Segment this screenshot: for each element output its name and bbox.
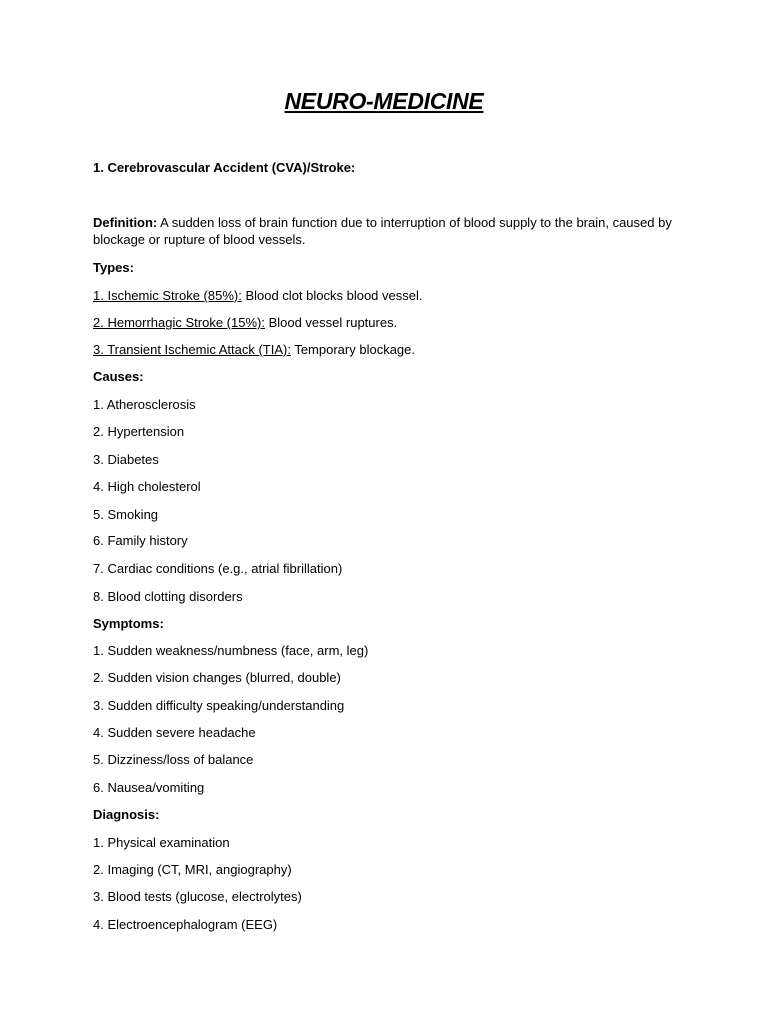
types-heading: Types: — [93, 260, 134, 275]
symptom-item: 6. Nausea/vomiting — [93, 780, 205, 795]
type-item — [93, 287, 673, 304]
symptom-item: 5. Dizziness/loss of balance — [93, 752, 254, 767]
type-term: 1. Ischemic Stroke (85%): — [93, 288, 242, 303]
cause-item: 8. Blood clotting disorders — [93, 589, 243, 604]
diagnosis-item: 4. Electroencephalogram (EEG) — [93, 917, 278, 932]
diagnosis-item: 3. Blood tests (glucose, electrolytes) — [93, 889, 302, 904]
diagnosis-item: 1. Physical examination — [93, 835, 230, 850]
cause-item: 1. Atherosclerosis — [93, 397, 196, 412]
type-desc: Blood clot blocks blood vessel. — [241, 288, 423, 303]
definition-label: Definition: — [93, 215, 158, 230]
type-item — [93, 341, 673, 358]
symptom-item: 2. Sudden vision changes (blurred, double) — [93, 670, 341, 685]
symptom-item: 1. Sudden weakness/numbness (face, arm, leg) — [93, 643, 369, 658]
definition-text: A sudden loss of brain function due to interruption of blood supply to the brain, caused by blockage or rupture of blood vessels. — [93, 215, 672, 247]
type-term: 3. Transient Ischemic Attack (TIA): — [93, 342, 291, 357]
symptom-item: 3. Sudden difficulty speaking/understanding — [93, 698, 345, 713]
cause-item: 6. Family history — [93, 533, 188, 548]
symptoms-heading: Symptoms: — [93, 616, 164, 631]
causes-heading: Causes: — [93, 369, 144, 384]
type-item — [93, 314, 673, 331]
definition-paragraph — [93, 214, 673, 248]
cause-item: 5. Smoking — [93, 507, 159, 522]
type-desc: Blood vessel ruptures. — [264, 315, 398, 330]
section-heading: 1. Cerebrovascular Accident (CVA)/Stroke: — [93, 160, 356, 175]
type-desc: Temporary blockage. — [290, 342, 415, 357]
symptom-item: 4. Sudden severe headache — [93, 725, 256, 740]
diagnosis-heading: Diagnosis: — [93, 807, 160, 822]
diagnosis-item: 2. Imaging (CT, MRI, angiography) — [93, 862, 292, 877]
cause-item: 4. High cholesterol — [93, 479, 201, 494]
type-term: 2. Hemorrhagic Stroke (15%): — [93, 315, 265, 330]
cause-item: 3. Diabetes — [93, 452, 159, 467]
cause-item: 7. Cardiac conditions (e.g., atrial fibrillation) — [93, 561, 343, 576]
cause-item: 2. Hypertension — [93, 424, 185, 439]
document-title: NEURO-MEDICINE — [284, 88, 484, 114]
